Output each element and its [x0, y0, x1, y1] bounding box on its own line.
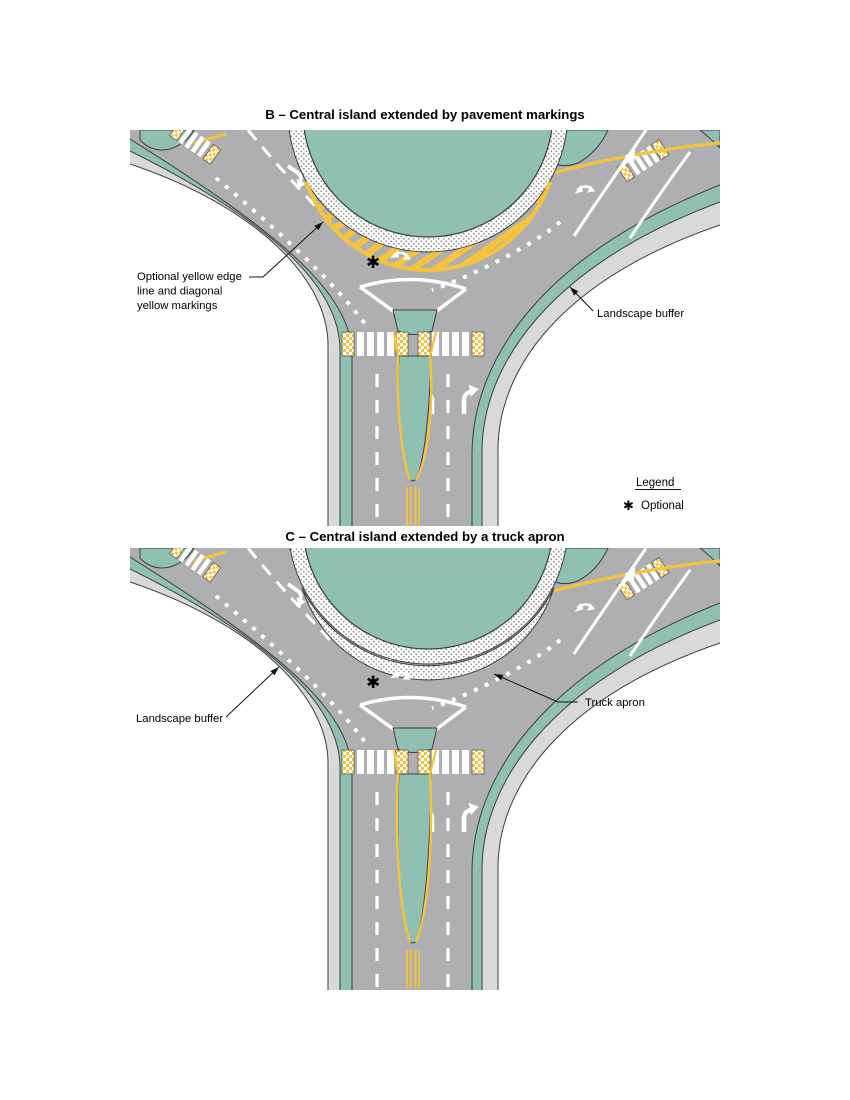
diagram-b: [130, 130, 720, 526]
legend-optional-label: Optional: [641, 500, 684, 512]
diagram-b-title: B – Central island extended by pavement markings: [265, 107, 585, 122]
diagram-c: [130, 548, 720, 990]
diagram-c-title: C – Central island extended by a truck apron: [285, 529, 565, 544]
legend: [623, 477, 684, 513]
label-landscape-buffer-c: [136, 667, 279, 725]
label-truck-apron-text: Truck apron: [585, 697, 645, 709]
label-optional-line1: Optional yellow edge: [137, 271, 242, 283]
legend-asterisk-icon: ✱: [623, 498, 634, 513]
label-optional-line3: yellow markings: [137, 300, 218, 312]
optional-asterisk-b: ✱: [366, 253, 381, 272]
label-optional-line2: line and diagonal: [137, 285, 223, 298]
label-landscape-buffer-c-text: Landscape buffer: [136, 713, 224, 725]
optional-asterisk-c: ✱: [366, 673, 381, 692]
label-landscape-buffer-b-text: Landscape buffer: [597, 308, 685, 320]
legend-title: Legend: [636, 477, 675, 489]
leader-landscape-buffer-c: [226, 667, 279, 717]
